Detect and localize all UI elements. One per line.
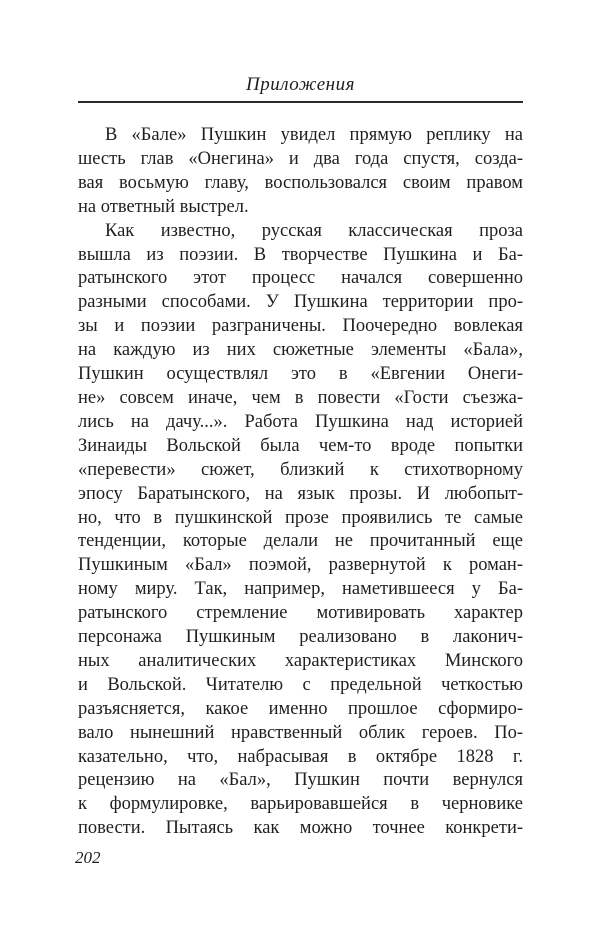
page-number: 202 [75, 848, 101, 868]
text-line: шесть глав «Онегина» и два года спустя, созда- [78, 148, 523, 169]
text-line: эпосу Баратынского, на язык прозы. И любопыт- [78, 483, 523, 504]
text-line: зы и поэзии разграничены. Поочередно вовлекая [78, 316, 523, 337]
text-line: лись на дачу...». Работа Пушкина над историей [78, 411, 523, 432]
running-header: Приложения [246, 74, 355, 95]
text-line: «перевести» сюжет, близкий к стихотворному [78, 459, 523, 480]
text-column [75, 0, 523, 869]
text-line: персонажа Пушкиным реализовано в лаконич- [78, 627, 523, 648]
text-line: Как известно, русская классическая проза [105, 220, 523, 241]
text-line: и Вольской. Читателю с предельной четкостью [78, 674, 523, 695]
body-text [78, 124, 523, 841]
text-line: вая восьмую главу, воспользовался своим правом [78, 172, 523, 193]
text-line: Пушкиным «Бал» поэмой, развернутой к роман- [78, 555, 523, 576]
text-line: ных аналитических характеристиках Минского [78, 650, 523, 671]
text-line: ратынского стремление мотивировать характер [78, 603, 523, 624]
text-line: на каждую из них сюжетные элементы «Бала», [78, 340, 523, 361]
text-line: повести. Пытаясь как можно точнее конкрети- [78, 818, 523, 839]
text-line: на ответный выстрел. [78, 196, 249, 217]
text-line: вало нынешний нравственный облик героев. По- [78, 722, 523, 743]
text-line: Зинаиды Вольской была чем-то вроде попытки [78, 435, 523, 456]
text-line: к формулировке, варьировавшейся в черновике [78, 794, 523, 815]
text-line: разъясняется, какое именно прошлое сформиро- [78, 698, 523, 719]
text-line: ному миру. Так, например, наметившееся у Ба- [78, 579, 523, 600]
text-line: но, что в пушкинской прозе проявились те самые [78, 507, 523, 528]
text-line: разными способами. У Пушкина территории про- [78, 292, 523, 313]
text-line: не» совсем иначе, чем в повести «Гости съезжа- [78, 387, 523, 408]
text-line: тенденции, которые делали не прочитанный еще [78, 531, 523, 552]
text-line: рецензию на «Бал», Пушкин почти вернулся [78, 770, 523, 791]
text-line: ратынского этот процесс начался совершенно [78, 268, 523, 289]
text-line: вышла из поэзии. В творчестве Пушкина и Ба- [78, 244, 523, 265]
text-line: Пушкин осуществлял это в «Евгении Онеги- [78, 364, 523, 385]
header-rule [78, 101, 523, 103]
text-line: казательно, что, набрасывая в октябре 1828 г. [78, 746, 523, 767]
text-line: В «Бале» Пушкин увидел прямую реплику на [105, 125, 523, 145]
